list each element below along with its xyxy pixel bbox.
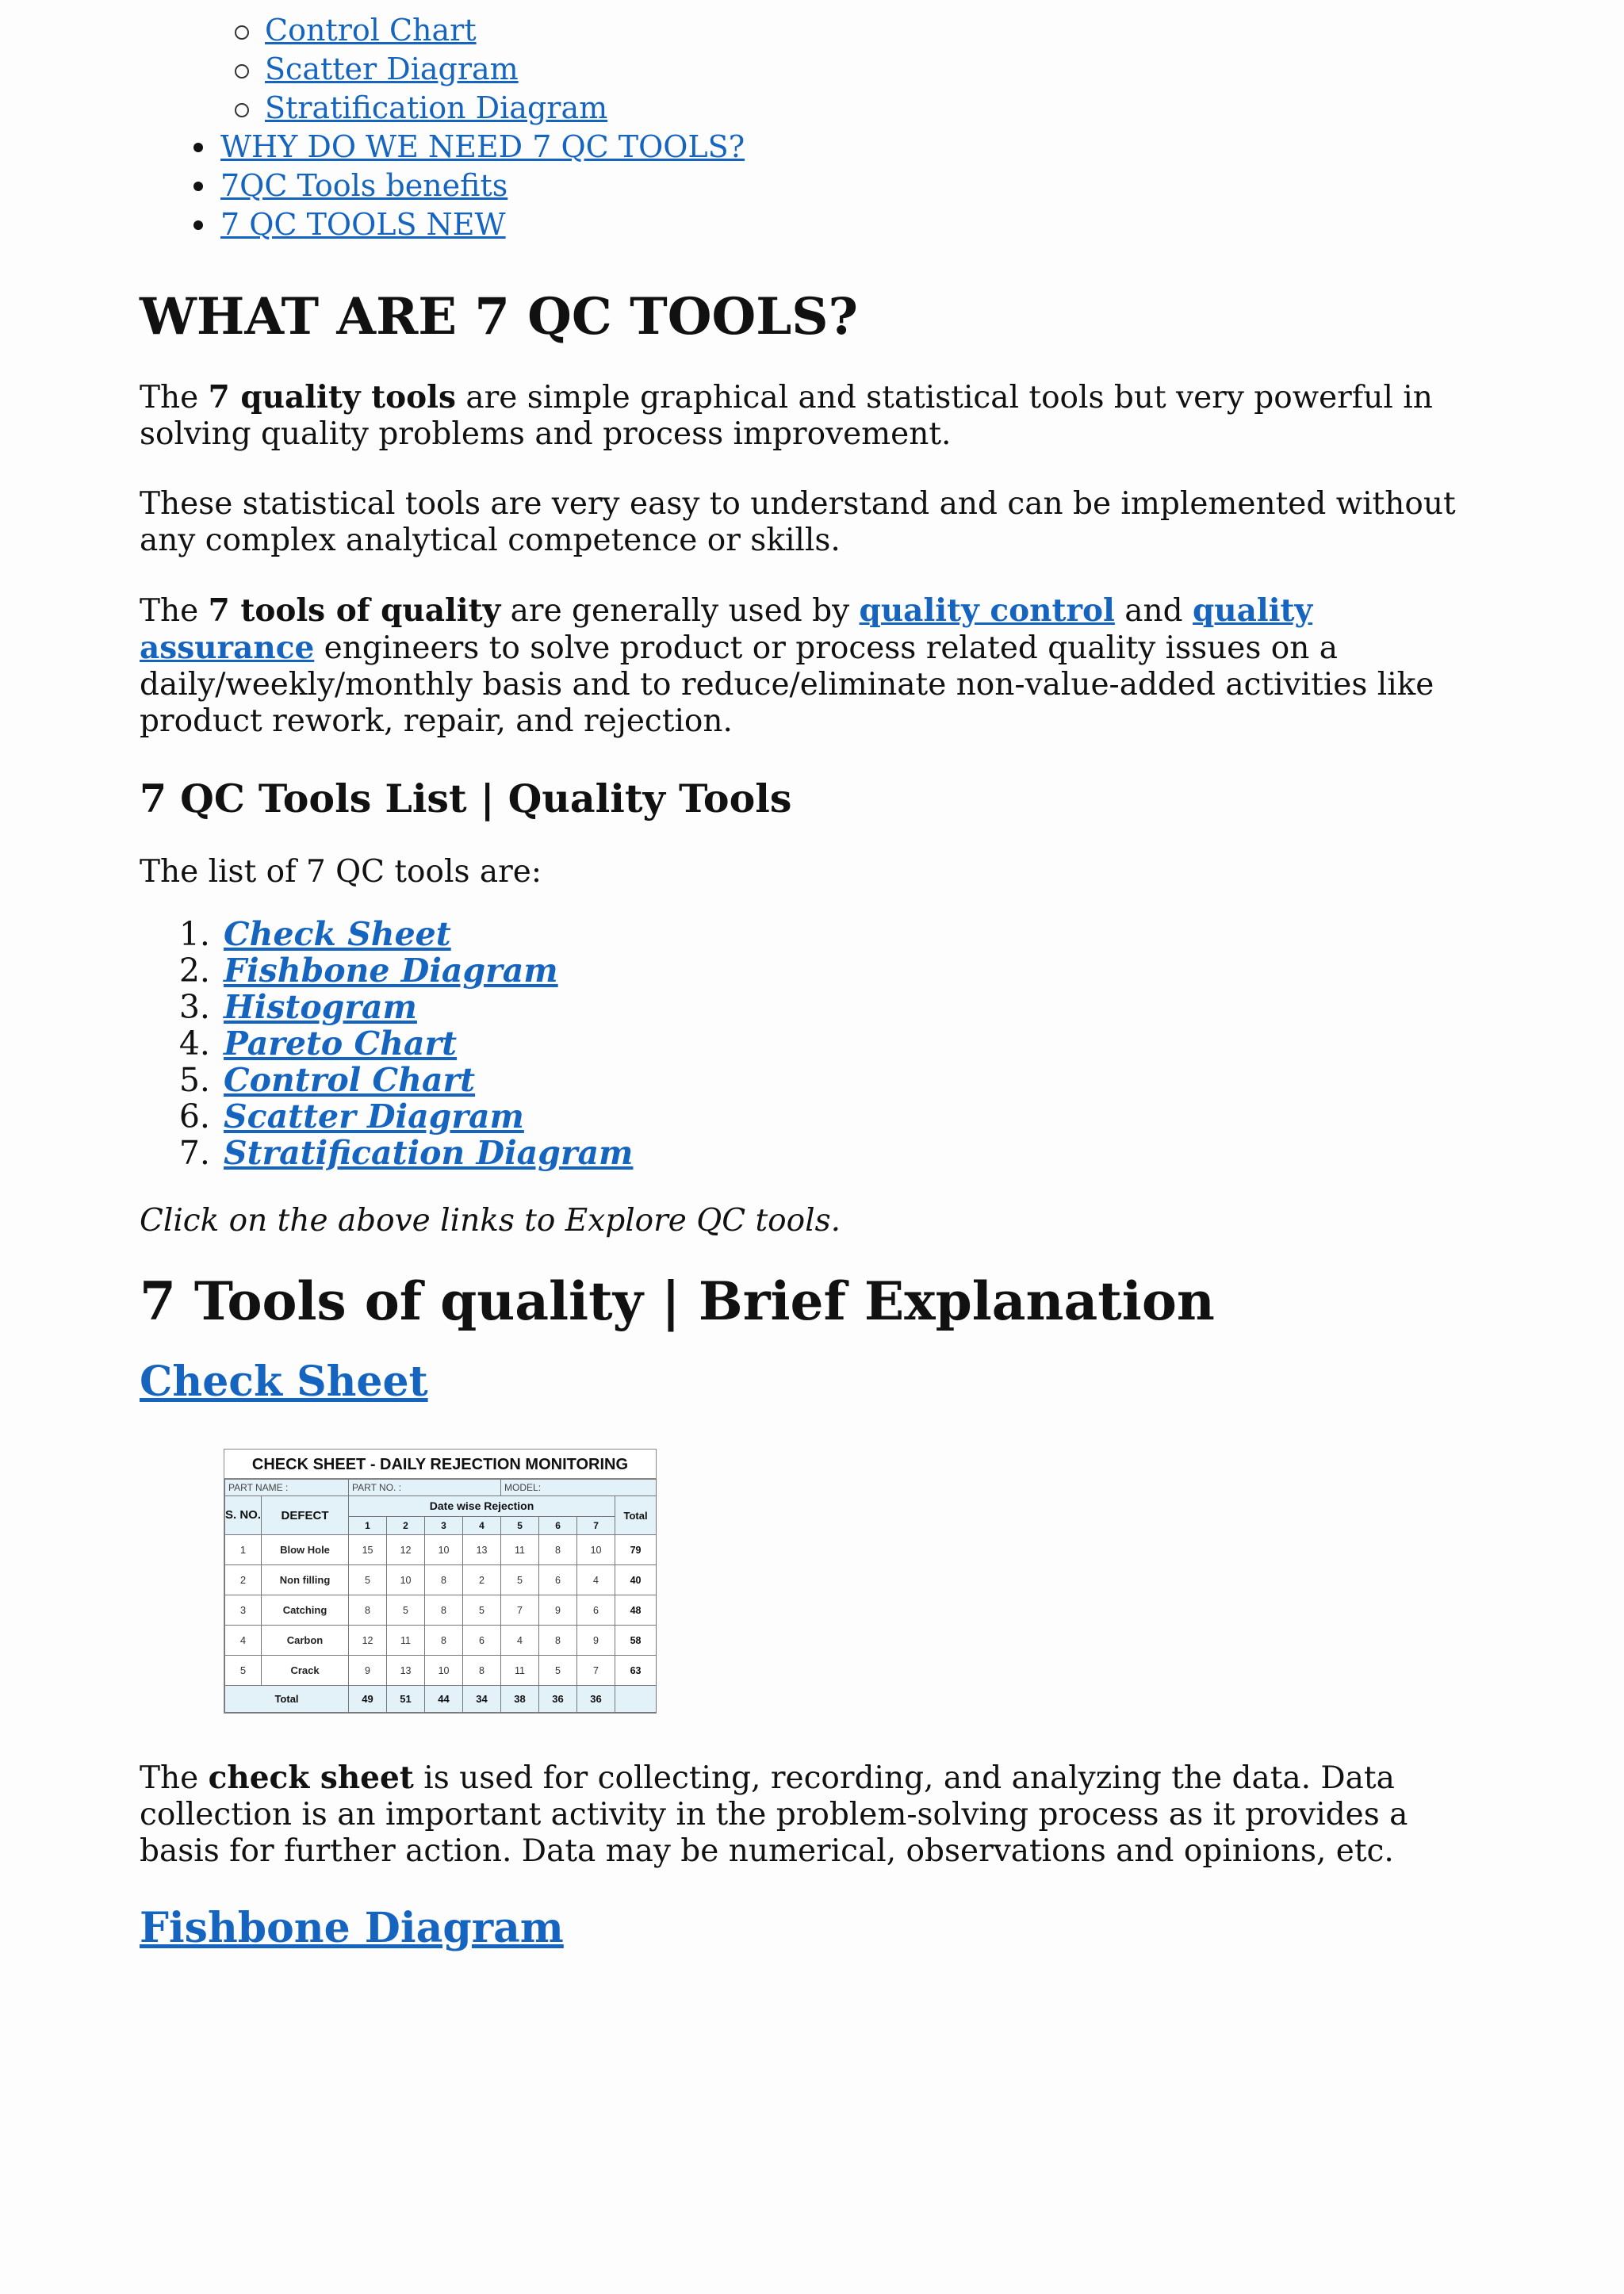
day-header: 2: [387, 1516, 425, 1534]
value-cell: 10: [387, 1565, 425, 1595]
total-label: Total: [225, 1686, 349, 1713]
check-sheet-image: [224, 1449, 657, 1714]
defect-cell: Blow Hole: [262, 1535, 349, 1565]
model-label: MODEL:: [501, 1480, 657, 1496]
list-item: [220, 952, 1488, 989]
value-cell: 8: [349, 1595, 387, 1626]
value-cell: 6: [539, 1565, 577, 1595]
histogram-link[interactable]: Histogram: [224, 988, 417, 1026]
text: The: [140, 1760, 209, 1796]
grand-total-cell: [615, 1686, 657, 1713]
value-cell: 10: [425, 1535, 463, 1565]
bold-text: check sheet: [208, 1760, 414, 1796]
sno-cell: 2: [225, 1565, 262, 1595]
value-cell: 13: [463, 1535, 501, 1565]
check-sheet-description: [140, 1760, 1488, 1870]
scatter-diagram-link[interactable]: Scatter Diagram: [224, 1097, 524, 1136]
toc-sub-item[interactable]: [265, 11, 1488, 50]
list-item: [220, 1098, 1488, 1135]
value-cell: 10: [425, 1656, 463, 1686]
sno-cell: 4: [225, 1626, 262, 1656]
day-header: 1: [349, 1516, 387, 1534]
value-cell: 9: [349, 1656, 387, 1686]
brief-explanation-heading: 7 Tools of quality | Brief Explanation: [140, 1270, 1215, 1332]
day-header: 6: [539, 1516, 577, 1534]
check-sheet-heading-link[interactable]: Check Sheet: [140, 1358, 428, 1406]
value-cell: 12: [349, 1626, 387, 1656]
text: engineers to solve product or process related quality issues on a daily/weekly/monthly basis and to reduce/eliminate non-value-added activities like product rework, repair, and rejection.: [140, 630, 1434, 739]
text: are simple graphical and statistical tools but very powerful in solving quality problems and process improvement.: [140, 380, 1433, 452]
value-cell: 5: [501, 1565, 539, 1595]
column-total-cell: 34: [463, 1686, 501, 1713]
value-cell: 5: [539, 1656, 577, 1686]
bold-text: 7 tools of quality: [208, 592, 501, 629]
text: are generally used by: [500, 593, 860, 629]
row-total-cell: 40: [615, 1565, 657, 1595]
value-cell: 4: [501, 1626, 539, 1656]
value-cell: 9: [577, 1626, 615, 1656]
table-row: [225, 1656, 657, 1686]
column-total-cell: 44: [425, 1686, 463, 1713]
list-item: [220, 916, 1488, 952]
table-row: [225, 1595, 657, 1626]
quality-assurance-link[interactable]: quality assurance: [140, 592, 1313, 666]
intro-paragraph-2: These statistical tools are very easy to understand and can be implemented without any complex analytical competence or skills.: [140, 486, 1456, 558]
value-cell: 6: [463, 1626, 501, 1656]
sno-cell: 5: [225, 1656, 262, 1686]
toc-sub-list: [140, 11, 1488, 128]
toc-main-list: [140, 128, 1488, 244]
value-cell: 7: [501, 1595, 539, 1626]
toc-sub-item[interactable]: [265, 50, 1488, 89]
defect-cell: Crack: [262, 1656, 349, 1686]
defect-cell: Catching: [262, 1595, 349, 1626]
column-total-cell: 36: [577, 1686, 615, 1713]
tools-list: [140, 916, 1488, 1171]
day-header: 4: [463, 1516, 501, 1534]
tools-list-heading: 7 QC Tools List | Quality Tools: [140, 776, 792, 821]
column-total-cell: 49: [349, 1686, 387, 1713]
table-row: [225, 1565, 657, 1595]
value-cell: 7: [577, 1656, 615, 1686]
tools-list-intro: The list of 7 QC tools are:: [140, 854, 542, 890]
row-total-cell: 79: [615, 1535, 657, 1565]
value-cell: 8: [463, 1656, 501, 1686]
column-total-cell: 51: [387, 1686, 425, 1713]
page-title: WHAT ARE 7 QC TOOLS?: [140, 287, 858, 347]
check-sheet-table: [224, 1479, 657, 1713]
sno-cell: 3: [225, 1595, 262, 1626]
value-cell: 8: [425, 1595, 463, 1626]
value-cell: 5: [387, 1595, 425, 1626]
date-header: Date wise Rejection: [349, 1496, 615, 1517]
column-total-cell: 36: [539, 1686, 577, 1713]
check-sheet-title: CHECK SHEET - DAILY REJECTION MONITORING: [224, 1450, 656, 1479]
text: The: [140, 593, 209, 629]
check-sheet-heading: [140, 1357, 1488, 1407]
toc-main-item[interactable]: [220, 205, 1488, 244]
defect-cell: Carbon: [262, 1626, 349, 1656]
value-cell: 4: [577, 1565, 615, 1595]
value-cell: 8: [539, 1626, 577, 1656]
text: and: [1114, 593, 1193, 629]
list-item: [220, 1062, 1488, 1098]
control-chart-link[interactable]: Control Chart: [224, 1061, 476, 1099]
toc-link-control-chart[interactable]: Control Chart: [265, 13, 477, 48]
day-header: 7: [577, 1516, 615, 1534]
value-cell: 8: [539, 1535, 577, 1565]
toc-sub-item[interactable]: [265, 89, 1488, 128]
text: is used for collecting, recording, and analyzing the data. Data collection is an important activity in the problem-solving process as it provides a basis for further action. Data may be numerical, observations and opinions, etc.: [140, 1760, 1408, 1869]
bold-text: 7 quality tools: [208, 379, 456, 416]
totals-row: [225, 1686, 657, 1713]
value-cell: 9: [539, 1595, 577, 1626]
row-total-cell: 63: [615, 1656, 657, 1686]
value-cell: 13: [387, 1656, 425, 1686]
table-row: [225, 1626, 657, 1656]
pareto-chart-link[interactable]: Pareto Chart: [224, 1024, 458, 1063]
row-total-cell: 58: [615, 1626, 657, 1656]
stratification-diagram-link[interactable]: Stratification Diagram: [224, 1134, 634, 1172]
value-cell: 5: [463, 1595, 501, 1626]
list-item: [220, 1135, 1488, 1171]
value-cell: 11: [501, 1535, 539, 1565]
sno-cell: 1: [225, 1535, 262, 1565]
check-sheet-link[interactable]: Check Sheet: [224, 915, 451, 953]
value-cell: 10: [577, 1535, 615, 1565]
value-cell: 11: [501, 1656, 539, 1686]
day-header: 3: [425, 1516, 463, 1534]
intro-paragraph-3: [140, 592, 1488, 740]
fishbone-diagram-link[interactable]: Fishbone Diagram: [224, 952, 558, 990]
toc-link-benefits[interactable]: 7QC Tools benefits: [220, 168, 508, 203]
list-item: [220, 1025, 1488, 1062]
value-cell: 6: [577, 1595, 615, 1626]
value-cell: 8: [425, 1565, 463, 1595]
fishbone-diagram-heading-link[interactable]: Fishbone Diagram: [140, 1904, 564, 1952]
toc-main-item[interactable]: [220, 128, 1488, 167]
part-no-label: PART NO. :: [349, 1480, 501, 1496]
toc-link-new-tools[interactable]: 7 QC TOOLS NEW: [220, 207, 506, 242]
list-item: [220, 989, 1488, 1025]
toc-main-item[interactable]: [220, 167, 1488, 205]
total-header: Total: [615, 1496, 657, 1535]
value-cell: 2: [463, 1565, 501, 1595]
column-total-cell: 38: [501, 1686, 539, 1713]
table-row: [225, 1480, 657, 1496]
defect-header: DEFECT: [262, 1496, 349, 1535]
value-cell: 8: [425, 1626, 463, 1656]
value-cell: 12: [387, 1535, 425, 1565]
intro-paragraph-1: [140, 379, 1488, 453]
explore-note: Click on the above links to Explore QC tools.: [140, 1203, 841, 1239]
toc-link-scatter-diagram[interactable]: Scatter Diagram: [265, 52, 519, 86]
article-page: [140, 0, 1488, 1954]
toc-link-stratification-diagram[interactable]: Stratification Diagram: [265, 90, 608, 125]
table-header-row: [225, 1496, 657, 1517]
toc-link-why-need[interactable]: WHY DO WE NEED 7 QC TOOLS?: [220, 129, 745, 164]
fishbone-diagram-heading: [140, 1903, 1488, 1954]
defect-cell: Non filling: [262, 1565, 349, 1595]
value-cell: 15: [349, 1535, 387, 1565]
text: The: [140, 380, 209, 416]
value-cell: 5: [349, 1565, 387, 1595]
sno-header: S. NO.: [225, 1496, 262, 1535]
part-name-label: PART NAME :: [225, 1480, 349, 1496]
table-row: [225, 1535, 657, 1565]
value-cell: 11: [387, 1626, 425, 1656]
day-header: 5: [501, 1516, 539, 1534]
row-total-cell: 48: [615, 1595, 657, 1626]
quality-control-link[interactable]: quality control: [859, 592, 1115, 629]
